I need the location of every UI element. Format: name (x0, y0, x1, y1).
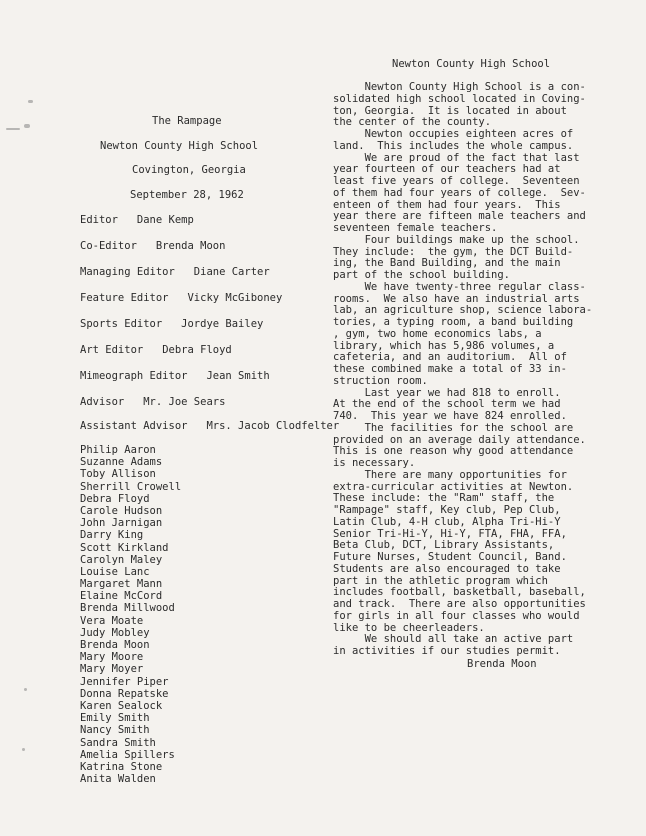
article-line: least five years of college. Seventeen (333, 175, 580, 187)
article-line: ing, the Band Building, and the main (333, 257, 561, 270)
article-line: part of the school building. (333, 269, 511, 281)
article-line: and track. There are also opportunities (333, 598, 586, 610)
staff-role: Managing Editor (80, 266, 175, 278)
article-line: library, which has 5,986 volumes, a (333, 339, 555, 352)
member-name: Brenda Millwood (80, 602, 175, 615)
article-line: Four buildings make up the school. (333, 233, 580, 246)
staff-row (80, 240, 225, 252)
staff-row (80, 396, 225, 408)
staff-name: Mrs. Jacob Clodfelter (206, 420, 340, 432)
member-name: Emily Smith (80, 712, 150, 725)
scan-mark (6, 128, 20, 130)
staff-row (80, 266, 270, 278)
member-name: Donna Repatske (80, 687, 169, 700)
member-name: Sandra Smith (80, 736, 156, 749)
article-line: extra-curricular activities at Newton. (333, 480, 574, 493)
staff-role: Co-Editor (80, 240, 137, 252)
article-line: Last year we had 818 to enroll. (333, 386, 561, 399)
article-line: Latin Club, 4-H club, Alpha Tri-Hi-Y (333, 515, 561, 528)
staff-row (80, 318, 263, 330)
article-line: We have twenty-three regular class- (333, 280, 586, 293)
article-line: struction room. (333, 374, 428, 387)
member-name: Katrina Stone (80, 760, 163, 773)
article-line: solidated high school located in Coving- (333, 92, 586, 105)
member-name: Brenda Moon (80, 639, 150, 651)
article-line: includes football, basketball, baseball, (333, 586, 586, 599)
article-line: Students are also encouraged to take (333, 562, 561, 575)
member-name: Judy Mobley (80, 626, 150, 639)
paper-name: The Rampage (152, 115, 222, 127)
staff-row (80, 370, 270, 382)
staff-name: Diane Carter (193, 266, 270, 278)
member-name: Carolyn Maley (80, 553, 163, 566)
article-line: We are proud of the fact that last (333, 151, 580, 164)
staff-row (80, 344, 232, 356)
member-name: Philip Aaron (80, 444, 156, 456)
article-line: lab, an agriculture shop, science labora- (333, 304, 593, 317)
article-line: We should all take an active part (333, 633, 574, 646)
member-name: Jennifer Piper (80, 675, 169, 688)
article-line: The facilities for the school are (333, 421, 574, 434)
member-name: Margaret Mann (80, 578, 163, 591)
staff-name: Dane Kemp (136, 214, 194, 226)
article-line: year there are fifteen male teachers and (333, 210, 586, 223)
article-line: the center of the county. (333, 116, 492, 129)
member-name: Toby Allison (80, 468, 156, 481)
article-line: in activities if our studies permit. (333, 645, 561, 657)
article-title: Newton County High School (392, 58, 551, 70)
member-name: Carole Hudson (80, 504, 163, 517)
member-name: John Jarnigan (80, 517, 163, 530)
article-line: Newton County High School is a con- (333, 81, 586, 93)
staff-role: Assistant Advisor (80, 420, 188, 432)
member-name: Suzanne Adams (80, 456, 163, 469)
article-line: , gym, two home economics labs, a (333, 327, 542, 340)
article-line: Newton occupies eighteen acres of (333, 128, 574, 140)
article-line: 740. This year we have 824 enrolled. (333, 410, 567, 422)
member-name: Amelia Spillers (80, 748, 175, 761)
scan-mark (24, 124, 30, 128)
staff-name: Jean Smith (206, 370, 270, 382)
article-line: Beta Club, DCT, Library Assistants, (333, 539, 555, 552)
article-line: They include: the gym, the DCT Build- (333, 245, 574, 258)
staff-role: Mimeograph Editor (80, 370, 188, 382)
article-line: Future Nurses, Student Council, Band. (333, 551, 567, 563)
article-line: is necessary. (333, 457, 416, 469)
staff-role: Advisor (80, 396, 125, 408)
article-line: This is one reason why good attendance (333, 445, 574, 458)
staff-name: Jordye Bailey (181, 318, 264, 330)
scan-mark (28, 100, 33, 103)
staff-row (80, 420, 339, 432)
staff-row (80, 292, 282, 304)
article-line: enteen of them had four years. This (333, 198, 561, 211)
masthead-city: Covington, Georgia (132, 164, 246, 176)
member-name: Debra Floyd (80, 492, 150, 505)
scan-mark (22, 748, 25, 751)
member-list (80, 444, 260, 785)
masthead-school: Newton County High School (100, 140, 259, 152)
scan-mark (24, 688, 27, 691)
article-line: for girls in all four classes who would (333, 609, 580, 622)
article-line: these combined make a total of 33 in- (333, 363, 567, 375)
article-line: land. This includes the whole campus. (333, 139, 574, 152)
masthead-date: September 28, 1962 (130, 189, 244, 201)
article-line: Senior Tri-Hi-Y, Hi-Y, FTA, FHA, FFA, (333, 527, 567, 540)
article-line: provided on an average daily attendance. (333, 433, 586, 446)
staff-row (80, 214, 194, 226)
article-line: These include: the "Ram" staff, the (333, 492, 555, 505)
member-name: Nancy Smith (80, 724, 150, 737)
member-name: Sherrill Crowell (80, 480, 182, 493)
staff-role: Sports Editor (80, 318, 163, 330)
article-line: of them had four years of college. Sev- (333, 186, 586, 199)
member-name: Darry King (80, 529, 144, 542)
staff-role: Editor (80, 214, 118, 226)
member-name: Mary Moore (80, 651, 144, 664)
staff-name: Brenda Moon (155, 240, 226, 252)
member-name: Vera Moate (80, 614, 144, 627)
article-line: ton, Georgia. It is located in about (333, 104, 567, 117)
member-name: Elaine McCord (80, 590, 163, 603)
article-signature: Brenda Moon (467, 658, 537, 670)
staff-name: Mr. Joe Sears (143, 396, 226, 408)
staff-name: Debra Floyd (162, 344, 232, 356)
member-name: Louise Lanc (80, 565, 150, 578)
article-line: There are many opportunities for (333, 468, 567, 481)
member-name: Karen Sealock (80, 699, 163, 712)
staff-name: Vicky McGiboney (187, 292, 283, 304)
article-line: part in the athletic program which (333, 574, 548, 587)
article-line: At the end of the school term we had (333, 398, 561, 411)
member-name: Anita Walden (80, 773, 156, 786)
article-line: year fourteen of our teachers had at (333, 163, 561, 176)
article-line: cafeteria, and an auditorium. All of (333, 351, 567, 364)
staff-role: Art Editor (80, 344, 144, 356)
article-line: like to be cheerleaders. (333, 621, 485, 634)
article-body (333, 82, 633, 658)
article-line: rooms. We also have an industrial arts (333, 292, 580, 305)
member-name: Mary Moyer (80, 663, 144, 676)
staff-role: Feature Editor (80, 292, 169, 304)
article-line: tories, a typing room, a band building (333, 316, 574, 328)
member-name: Scott Kirkland (80, 541, 169, 554)
article-line: seventeen female teachers. (333, 222, 498, 234)
article-line: "Rampage" staff, Key club, Pep Club, (333, 504, 561, 516)
